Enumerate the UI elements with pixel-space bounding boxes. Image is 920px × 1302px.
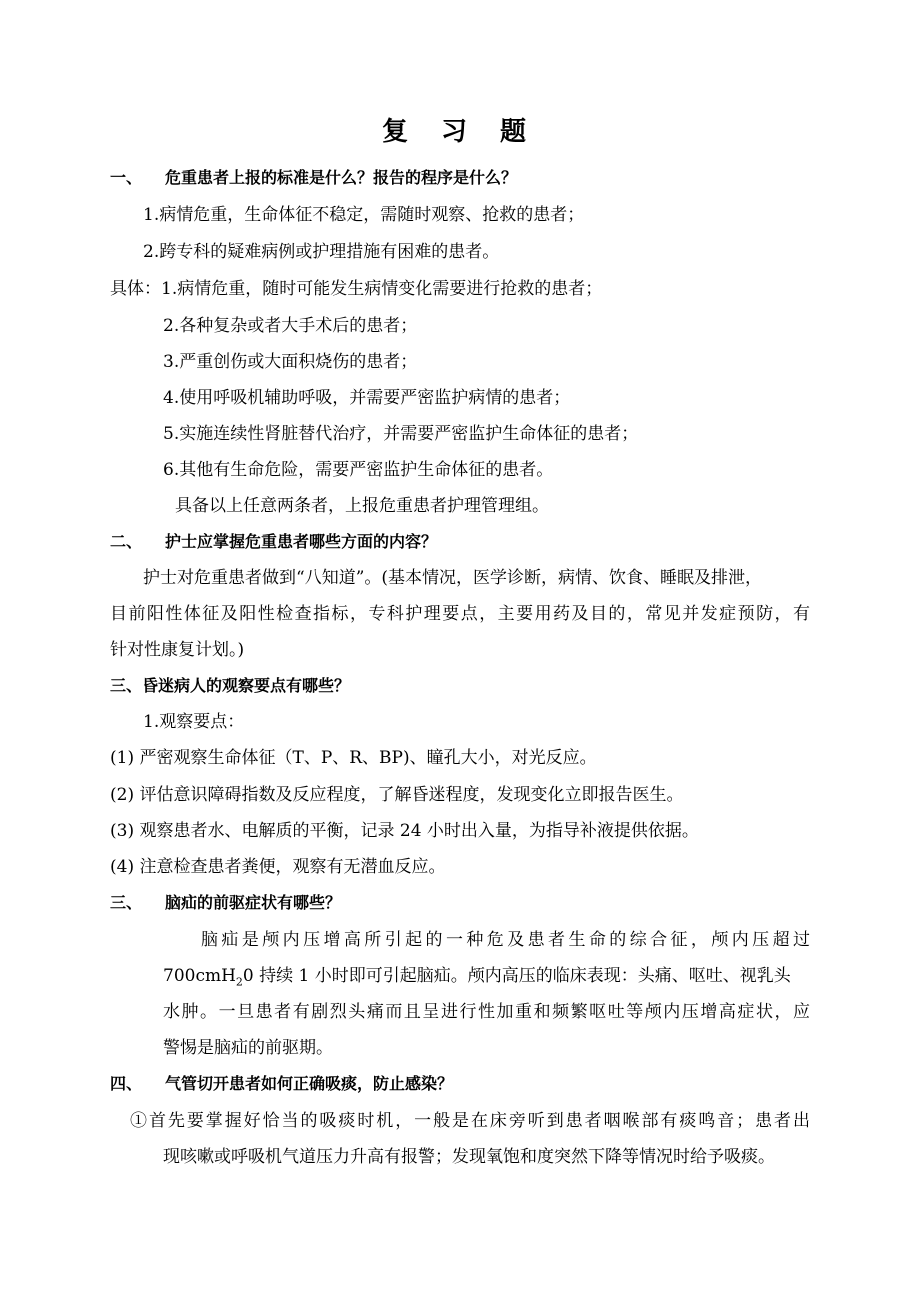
question-text: 危重患者上报的标准是什么？报告的程序是什么？ bbox=[165, 168, 518, 187]
question-number: 一、 bbox=[110, 168, 143, 187]
list-item: (3) 观察患者水、电解质的平衡，记录 24 小时出入量，为指导补液提供依据。 bbox=[110, 821, 699, 841]
detail-line: 6.其他有生命危险，需要严密监护生命体征的患者。 bbox=[163, 460, 554, 480]
answer-line: 水肿。一旦患者有剧烈头痛而且呈进行性加重和频繁呕吐等颅内压增高症状，应 bbox=[163, 1002, 810, 1022]
question-text: 气管切开患者如何正确吸痰，防止感染？ bbox=[165, 1074, 454, 1093]
page-title: 复 习 题 bbox=[381, 117, 539, 147]
answer-line: 脑疝是颅内压增高所引起的一种危及患者生命的综合征，颅内压超过 bbox=[201, 930, 810, 950]
formula-unit: 700cmH bbox=[163, 966, 236, 986]
answer-line: ①首先要掌握好恰当的吸痰时机，一般是在床旁听到患者咽喉部有痰鸣音；患者出 bbox=[130, 1111, 810, 1131]
answer-line: 现咳嗽或呼吸机气道压力升高有报警；发现氧饱和度突然下降等情况时给予吸痰。 bbox=[163, 1147, 775, 1167]
answer-line: 针对性康复计划。) bbox=[110, 640, 245, 660]
list-item: (4) 注意检查患者粪便，观察有无潜血反应。 bbox=[110, 857, 446, 877]
question-heading-2 bbox=[110, 530, 437, 554]
question-heading-4 bbox=[110, 891, 341, 915]
answer-subheading: 1.观察要点： bbox=[143, 712, 245, 732]
answer-text: 0 持续 1 小时即可引起脑疝。颅内高压的临床表现：头痛、呕吐、视乳头 bbox=[242, 966, 791, 986]
detail-line: 5.实施连续性肾脏替代治疗，并需要严密监护生命体征的患者； bbox=[163, 424, 639, 444]
detail-label: 具体： bbox=[110, 279, 161, 299]
answer-line: 2.跨专科的疑难病例或护理措施有困难的患者。 bbox=[143, 242, 500, 262]
answer-line bbox=[163, 964, 791, 988]
question-number: 四、 bbox=[110, 1074, 143, 1093]
answer-line: 护士对危重患者做到“八知道”。(基本情况，医学诊断，病情、饮食、睡眠及排泄， bbox=[143, 568, 763, 588]
question-heading-5 bbox=[110, 1072, 453, 1096]
answer-line: 警惕是脑疝的前驱期。 bbox=[163, 1038, 333, 1058]
formula-subscript: 2 bbox=[235, 975, 243, 989]
question-number: 二、 bbox=[110, 532, 143, 551]
detail-line: 2.各种复杂或者大手术后的患者； bbox=[163, 316, 418, 336]
question-heading-1 bbox=[110, 166, 517, 190]
detail-text: 1.病情危重，随时可能发生病情变化需要进行抢救的患者； bbox=[161, 279, 603, 299]
detail-line: 3.严重创伤或大面积烧伤的患者； bbox=[163, 352, 418, 372]
question-text: 护士应掌握危重患者哪些方面的内容？ bbox=[165, 532, 438, 551]
answer-line: 1.病情危重，生命体征不稳定，需随时观察、抢救的患者； bbox=[143, 205, 585, 225]
detail-line: 4.使用呼吸机辅助呼吸，并需要严密监护病情的患者； bbox=[163, 388, 571, 408]
question-number: 三、 bbox=[110, 893, 143, 912]
list-item: (1) 严密观察生命体征（T、P、R、BP)、瞳孔大小，对光反应。 bbox=[110, 748, 597, 768]
detail-line bbox=[110, 277, 602, 301]
list-item: (2) 评估意识障碍指数及反应程度，了解昏迷程度，发现变化立即报告医生。 bbox=[110, 785, 684, 805]
answer-line: 目前阳性体征及阳性检查指标，专科护理要点，主要用药及目的，常见并发症预防，有 bbox=[110, 604, 810, 624]
question-text: 脑疝的前驱症状有哪些？ bbox=[165, 893, 342, 912]
question-heading-3: 三、昏迷病人的观察要点有哪些？ bbox=[110, 676, 351, 695]
conclusion-line: 具备以上任意两条者，上报危重患者护理管理组。 bbox=[175, 496, 549, 516]
